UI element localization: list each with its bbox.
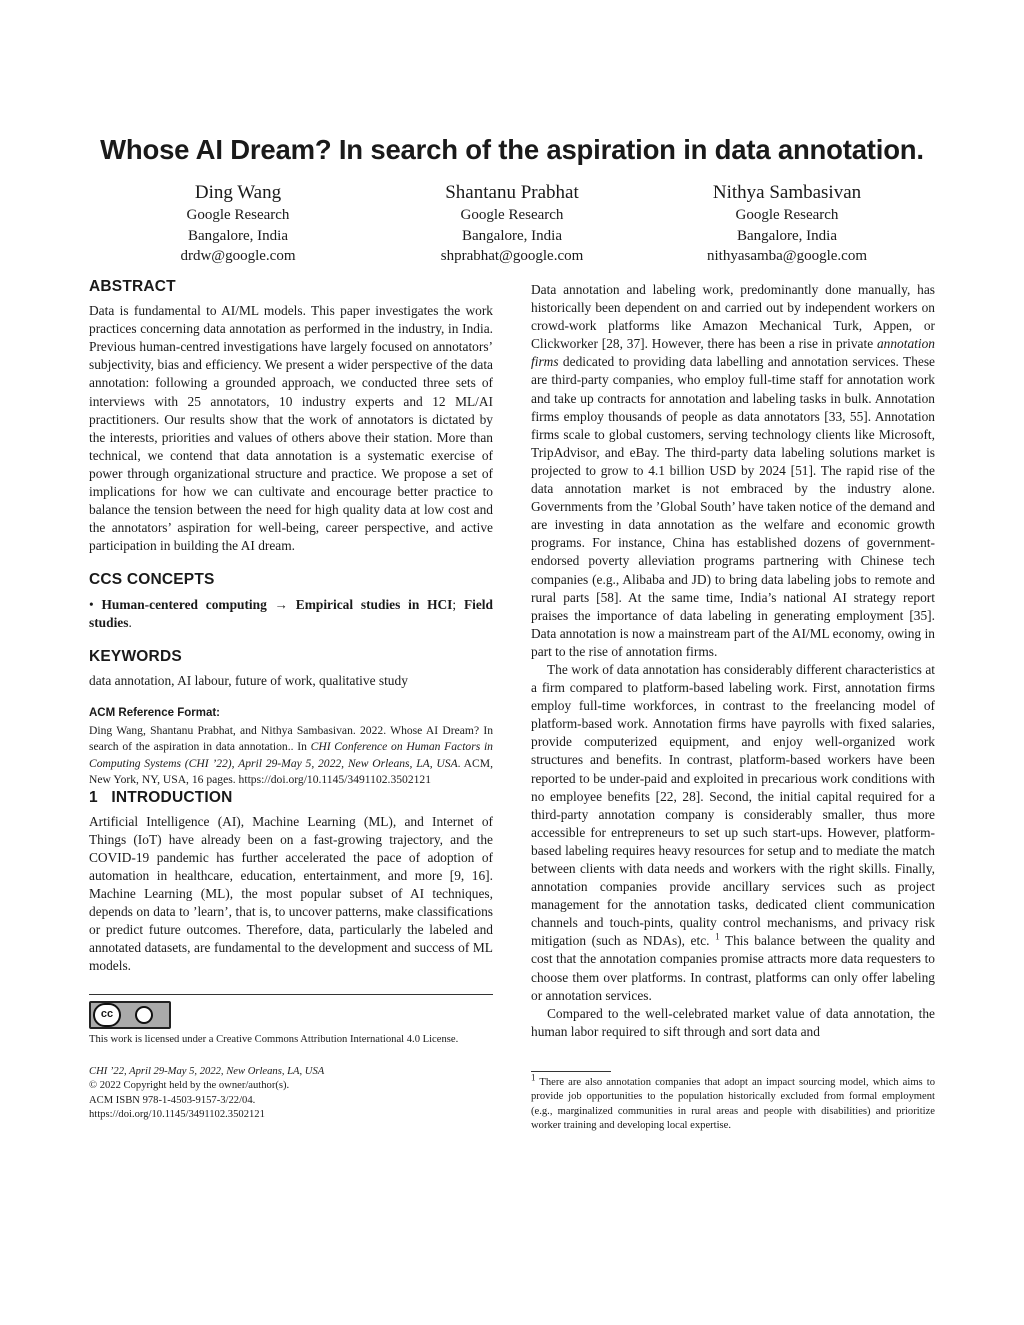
cc-by-license-icon[interactable] xyxy=(89,1001,171,1029)
acm-reference-part1: Ding Wang, Shantanu Prabhat, and Nithya Sambasivan. 2022. Whose AI Dream? In search of the aspiration in data annotation.. In xyxy=(89,723,493,754)
author-block-3 xyxy=(657,181,917,267)
cc-icon: cc xyxy=(93,1003,121,1027)
author-name: Ding Wang xyxy=(194,182,282,203)
acm-reference-text xyxy=(89,723,493,789)
author-affiliation: Google Research xyxy=(735,207,839,223)
license-divider xyxy=(89,994,493,995)
left-column xyxy=(89,278,493,1123)
author-name: Shantanu Prabhat xyxy=(445,182,579,203)
abstract-heading: ABSTRACT xyxy=(89,278,176,295)
body-paragraph-3: Compared to the well-celebrated market value of data annotation, the human labor required to sift through and sort data and xyxy=(531,1005,935,1039)
p1-part-a: Data annotation and labeling work, predominantly done manually, has historically been dependent on and carried out by independent workers on crowd-work platforms like Amazon Mechanical Turk, Appen, or Clickworker [28, 37]. However, there has been a rise in private xyxy=(531,282,935,352)
author-location: Bangalore, India xyxy=(188,227,288,244)
acm-reference-part2[interactable]: . ACM, New York, NY, USA, 16 pages. https://doi.org/10.1145/3491102.3502121 xyxy=(89,756,493,787)
doi-link[interactable]: https://doi.org/10.1145/3491102.3502121 xyxy=(89,1109,265,1121)
author-name: Nithya Sambasivan xyxy=(712,182,862,203)
paper-title: Whose AI Dream? In search of the aspiration in data annotation. xyxy=(100,134,924,165)
author-affiliation: Google Research xyxy=(186,207,290,223)
introduction-paragraph: Artificial Intelligence (AI), Machine Learning (ML), and Internet of Things (IoT) have already been on a fast-growing trajectory, and the COVID-19 pandemic has further accelerated the pace of adoption of automation in healthcare, education, entertainment, and more [9, 16]. Machine Learning (ML), the most popular subset of AI techniques, depends on data to ’learn’, that is, to uncover patterns, make classifications or predict future outcomes. Therefore, data, particularly the labeled and annotated datasets, are fundamental to the development and success of ML models. xyxy=(89,813,493,974)
ccs-concept-3: Field studies xyxy=(89,596,493,630)
keywords-heading: KEYWORDS xyxy=(89,647,182,665)
p2-part-a: The work of data annotation has considerably different characteristics at a firm compared to platform-based labeling work. First, annotation firms employ full-time workforces, in contrast to the freelancing model of platform-based work. Annotation firms have payrolls with fixed salaries, provide computerized equipment, and enjoy well-organized work structures and benefits. In contrast, platform-based workers have been reported to be under-paid and exploited in precarious work conditions with no employee benefits [22, 28]. Second, the initial capital required for a third-party annotation company is considerably smaller, thus more accessible for entrepreneurs to set up such start-ups. However, platform-based labeling requires heavy resources for setup and to mediate the match between clients with data needs and workers with the right skills. Finally, annotation companies provide ancillary services such as project management for the annotation tasks, dedicated client communication channels and touch-pints, quality control mechanisms, and privacy risk mitigation (such as NDAs), etc. xyxy=(531,661,935,949)
author-location: Bangalore, India xyxy=(737,227,837,244)
acm-reference-venue: CHI Conference on Human Factors in Computing Systems (CHI ’22), April 29-May 5, 2022, New Orleans, LA, USA xyxy=(89,740,493,770)
introduction-heading: 1 INTRODUCTION xyxy=(89,788,233,806)
keywords-text: data annotation, AI labour, future of work, qualitative study xyxy=(89,672,408,688)
p2-part-b: This balance between the quality and cost that the annotation companies promise attracts more data requesters to choose them over platforms. In contrast, platforms can only offer labeling or annotation services. xyxy=(531,933,935,1003)
body-paragraph-1 xyxy=(531,281,935,661)
acm-reference-heading: ACM Reference Format: xyxy=(89,706,220,719)
author-affiliation: Google Research xyxy=(460,207,564,223)
author-location: Bangalore, India xyxy=(462,227,562,244)
ccs-concept-1: Human-centered computing xyxy=(101,596,267,612)
footnote-divider xyxy=(531,1071,611,1072)
p1-part-b: dedicated to providing data labelling and annotation services. These are third-party companies, who employ full-time staff for annotation work and take up contracts for annotation and labeling tasks in bulk. Annotation firms employ thousands of people as data annotators [33, 55]. Annotation firms scale to global customers, serving technology clients like Microsoft, TripAdvisor, and eBay. The third-party data labeling solutions market is projected to grow to 4.1 billion USD by 2024 [51]. The rapid rise of the data annotation market is not embraced by the industry alone. Governments from the ’Global South’ have taken notice of the demand and are investing in data annotation as the welfare and economic growth programs. For instance, China has established dozens of government-endorsed poverty alleviation programs partnering with Chinese tech companies (e.g., Alibaba and JD) to bring data labeling jobs to remote and rural parts [58]. At the same time, India’s national AI strategy report praises the importance of data labeling in generating employment [35]. Data annotation is now a mainstream part of the AI/ML economy, owing in part to the rise of annotation firms. xyxy=(531,354,935,659)
ccs-concepts xyxy=(89,596,493,632)
venue-text: CHI ’22, April 29-May 5, 2022, New Orleans, LA, USA xyxy=(89,1065,325,1077)
license-text: This work is licensed under a Creative Commons Attribution International 4.0 License. xyxy=(89,1033,459,1045)
abstract-text: Data is fundamental to AI/ML models. This paper investigates the work practices concerning data annotation as performed in the industry, in India. Previous human-centred investigations have largely focused on annotators’ subjectivity, bias and efficiency. We present a wider perspective of the data annotation: following a grounded approach, we conducted three sets of interviews with 25 annotators, 10 industry experts and 12 ML/AI practitioners. Our results show that the work of annotators is dictated by the interests, priorities and values of others above their station. More than technical, we contend that data annotation is a systematic exercise of power through organizational structure and practice. We propose a set of implications for how we can cultivate and encourage better practice to balance the tension between the need for high quality data at low cost and the annotators’ aspiration for well-being, career perspective, and active participation in building the AI dream. xyxy=(89,303,493,554)
footnote-number: 1 xyxy=(531,1072,536,1083)
author-email[interactable]: drdw@google.com xyxy=(180,248,296,264)
right-column xyxy=(531,281,935,1134)
copyright-text: © 2022 Copyright held by the owner/author(s). xyxy=(89,1080,290,1092)
ccs-separator: ; xyxy=(452,596,457,612)
footnote-marker[interactable]: 1 xyxy=(715,931,720,942)
isbn-text: ACM ISBN 978-1-4503-9157-3/22/04. xyxy=(89,1094,256,1106)
ccs-end: . xyxy=(128,614,132,630)
author-block-2 xyxy=(382,181,642,267)
footnote-text: There are also annotation companies that adopt an impact sourcing model, which aims to provide job opportunities to the population historically excluded from formal employment (e.g., marginalized communities in rural areas and people with disabilities) and prioritize worker training and developing local expertise. xyxy=(531,1076,935,1132)
conference-venue xyxy=(89,1065,493,1079)
by-person-icon xyxy=(135,1006,153,1024)
footnote xyxy=(531,1072,935,1134)
ccs-bullet: • xyxy=(89,596,94,612)
ccs-arrow: → xyxy=(274,596,288,612)
author-block-1 xyxy=(108,181,368,267)
body-paragraph-2 xyxy=(531,661,935,1005)
author-email[interactable]: nithyasamba@google.com xyxy=(706,248,868,264)
ccs-heading: CCS CONCEPTS xyxy=(89,571,215,589)
ccs-concept-2: Empirical studies in HCI xyxy=(295,596,453,612)
p1-emphasis: annotation firms xyxy=(531,336,935,370)
author-email[interactable]: shprabhat@google.com xyxy=(440,248,584,264)
